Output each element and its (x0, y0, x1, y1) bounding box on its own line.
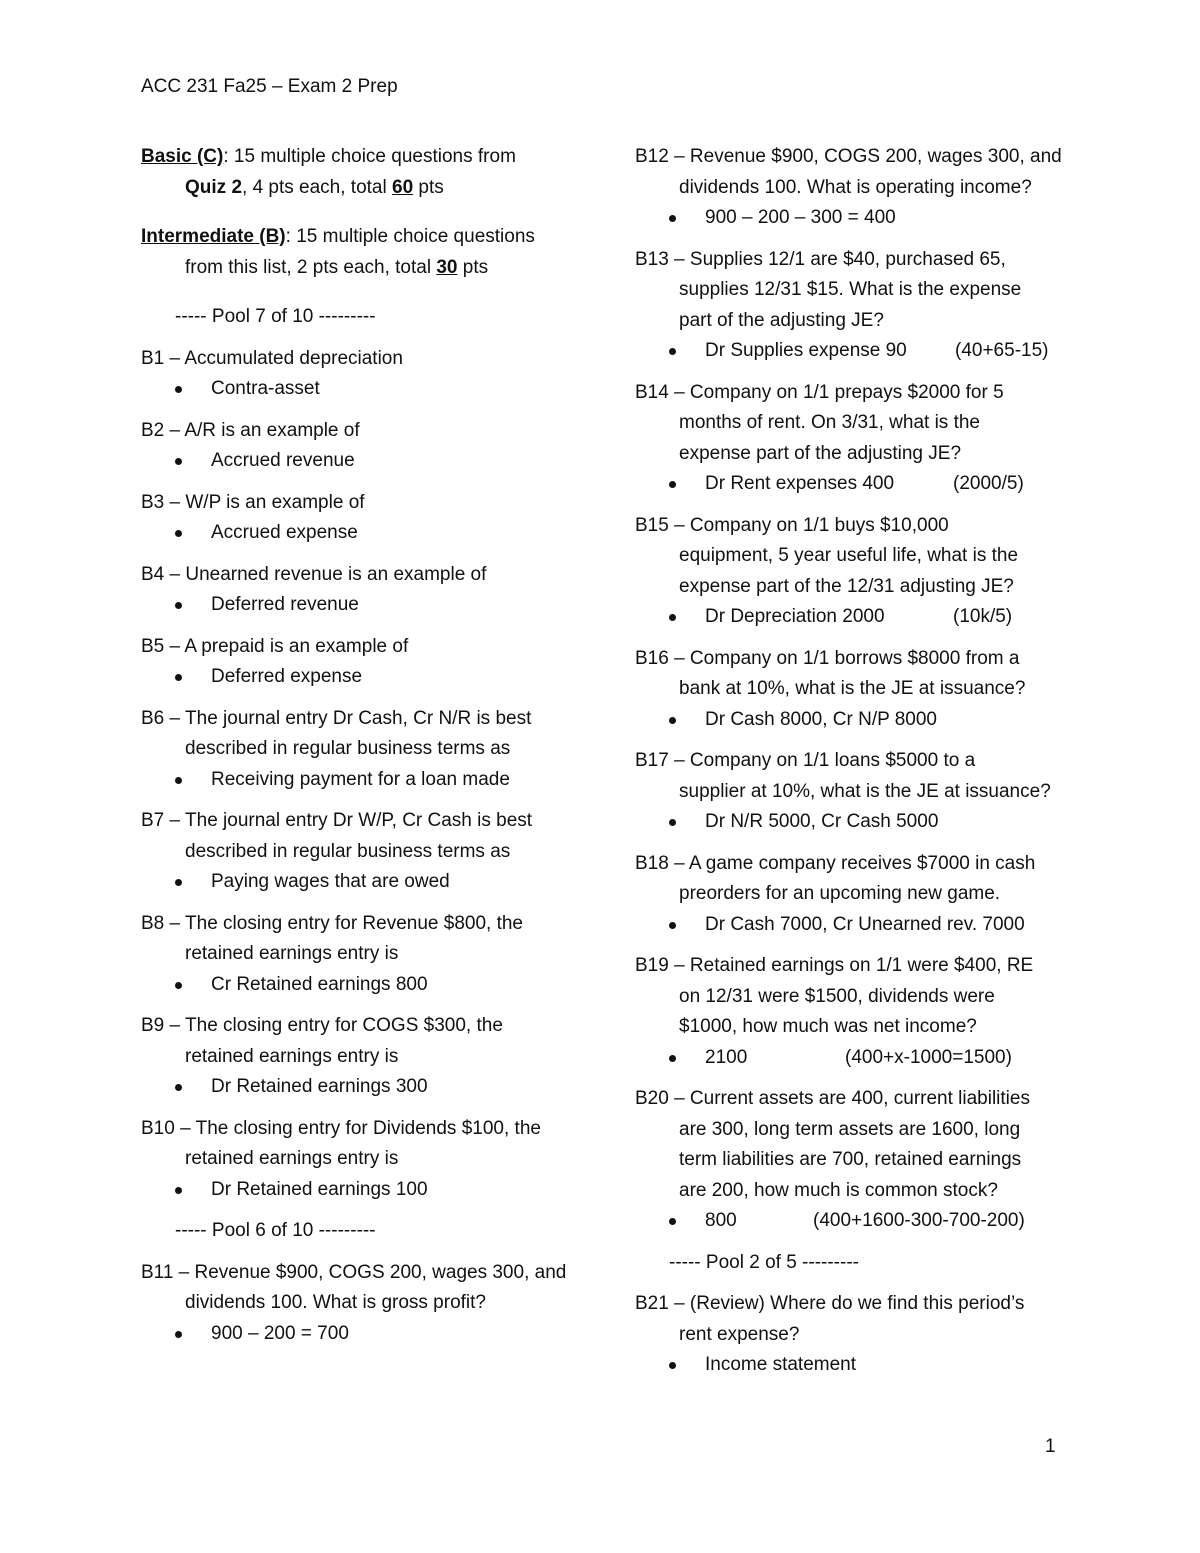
question-b9 (141, 1011, 581, 1103)
question-text: B6 – The journal entry Dr Cash, Cr N/R is best (141, 707, 532, 729)
basic-pts: pts (413, 176, 444, 198)
question-text: B21 – (Review) Where do we find this period’s (635, 1293, 1025, 1314)
answer-bullet (635, 1043, 1075, 1074)
question-text: B18 – A game company receives $7000 in cash (635, 852, 1036, 874)
answer-bullet (635, 602, 1075, 633)
question-text-cont: months of rent. On 3/31, what is the (679, 412, 980, 433)
question-text-cont: on 12/31 were $1500, dividends were (679, 985, 995, 1007)
answer-text: Dr Depreciation 2000 (705, 606, 885, 627)
question-text-cont: equipment, 5 year useful life, what is the (679, 545, 1019, 566)
question-b3 (141, 488, 581, 549)
question-text-cont: described in regular business terms as (185, 840, 511, 862)
question-text: B3 – W/P is an example of (141, 491, 365, 513)
answer-bullet (141, 518, 581, 549)
question-text-cont: part of the adjusting JE? (679, 309, 884, 331)
answer-bullet (141, 590, 581, 621)
basic-quiz: Quiz 2 (185, 176, 243, 198)
answer-text: Dr Cash 7000, Cr Unearned rev. 7000 (705, 913, 1025, 935)
question-b13 (635, 245, 1075, 367)
answer-bullet (635, 910, 1075, 941)
answer-calculation: (400+x-1000=1500) (845, 1046, 1012, 1068)
pool-heading: ----- Pool 7 of 10 --------- (175, 306, 376, 327)
question-text-cont: expense part of the 12/31 adjusting JE? (679, 575, 1014, 597)
question-text-cont: retained earnings entry is (185, 1045, 399, 1067)
answer-text: Contra-asset (211, 378, 320, 399)
question-b7 (141, 806, 581, 898)
answer-bullet (635, 203, 1075, 234)
right-column (635, 142, 1075, 1392)
question-text: B1 – Accumulated depreciation (141, 347, 403, 369)
question-text-cont: term liabilities are 700, retained earnings (679, 1149, 1022, 1170)
question-b12 (635, 142, 1075, 234)
question-text: B14 – Company on 1/1 prepays $2000 for 5 (635, 381, 1004, 403)
answer-calculation: (40+65-15) (955, 340, 1049, 361)
answer-text: Dr Cash 8000, Cr N/P 8000 (705, 708, 937, 730)
answer-bullet (141, 662, 581, 693)
question-text-cont: bank at 10%, what is the JE at issuance? (679, 678, 1026, 699)
answer-calculation: (10k/5) (953, 606, 1013, 627)
answer-bullet (635, 705, 1075, 736)
question-text-cont: dividends 100. What is gross profit? (185, 1292, 486, 1313)
answer-bullet (141, 765, 581, 796)
intermediate-text: : 15 multiple choice questions (285, 226, 535, 247)
question-text: B20 – Current assets are 400, current liabilities (635, 1088, 1030, 1109)
question-text-cont: dividends 100. What is operating income? (679, 176, 1032, 198)
question-b8 (141, 909, 581, 1001)
intermediate-pts: pts (457, 256, 489, 278)
question-b1 (141, 344, 581, 405)
answer-text: Accrued expense (211, 522, 358, 543)
question-text-cont: are 300, long term assets are 1600, long (679, 1118, 1021, 1140)
question-b10 (141, 1114, 581, 1206)
intermediate-cont: from this list, 2 pts each, total (185, 256, 437, 278)
answer-text: 900 – 200 = 700 (211, 1322, 349, 1344)
left-column (141, 142, 581, 1360)
answer-text: Receiving payment for a loan made (211, 768, 510, 790)
question-text: B12 – Revenue $900, COGS 200, wages 300, and (635, 146, 1062, 167)
answer-text: Dr Retained earnings 100 (211, 1178, 428, 1200)
answer-bullet (635, 1206, 1075, 1237)
answer-calculation: (2000/5) (953, 473, 1024, 494)
question-b14 (635, 378, 1075, 500)
basic-label: Basic (C) (141, 146, 224, 167)
question-text-cont: expense part of the adjusting JE? (679, 442, 962, 464)
answer-text: 900 – 200 – 300 = 400 (705, 207, 896, 228)
question-b6 (141, 704, 581, 796)
question-text-cont: retained earnings entry is (185, 1148, 399, 1169)
answer-text: 2100 (705, 1046, 748, 1068)
question-b15 (635, 511, 1075, 633)
question-text: B11 – Revenue $900, COGS 200, wages 300, and (141, 1261, 567, 1283)
question-text-cont: supplier at 10%, what is the JE at issuance? (679, 780, 1051, 802)
answer-bullet (141, 867, 581, 898)
question-text: B17 – Company on 1/1 loans $5000 to a (635, 750, 976, 771)
question-b2 (141, 416, 581, 477)
question-text-cont: supplies 12/31 $15. What is the expense (679, 279, 1022, 300)
question-b21 (635, 1289, 1075, 1381)
basic-total: 60 (392, 176, 414, 198)
pool-heading: ----- Pool 2 of 5 --------- (669, 1251, 859, 1273)
answer-bullet (141, 1072, 581, 1103)
answer-bullet (635, 1350, 1075, 1381)
answer-text: Income statement (705, 1354, 857, 1375)
question-text-cont: described in regular business terms as (185, 738, 511, 759)
question-text: B8 – The closing entry for Revenue $800, the (141, 912, 524, 934)
intermediate-label: Intermediate (B) (141, 226, 286, 247)
answer-bullet (635, 336, 1075, 367)
question-b20 (635, 1084, 1075, 1237)
answer-text: Deferred revenue (211, 594, 359, 615)
question-text: B7 – The journal entry Dr W/P, Cr Cash is best (141, 810, 533, 831)
intro-intermediate (141, 222, 581, 283)
basic-cont: , 4 pts each, total (242, 176, 392, 198)
question-text-cont: are 200, how much is common stock? (679, 1179, 998, 1201)
answer-text: 800 (705, 1210, 737, 1231)
answer-bullet (141, 446, 581, 477)
answer-text: Dr Supplies expense 90 (705, 340, 907, 361)
document-title: ACC 231 Fa25 – Exam 2 Prep (141, 76, 398, 97)
answer-calculation: (400+1600-300-700-200) (813, 1210, 1025, 1231)
question-b4 (141, 560, 581, 621)
question-text: B16 – Company on 1/1 borrows $8000 from a (635, 647, 1020, 669)
question-text: B4 – Unearned revenue is an example of (141, 563, 487, 585)
page-number: 1 (1045, 1436, 1056, 1457)
question-text-cont: rent expense? (679, 1323, 800, 1345)
question-b18 (635, 849, 1075, 941)
answer-text: Dr N/R 5000, Cr Cash 5000 (705, 811, 939, 832)
question-text-cont: preorders for an upcoming new game. (679, 883, 1001, 904)
answer-bullet (141, 1175, 581, 1206)
question-b19 (635, 951, 1075, 1073)
answer-text: Accrued revenue (211, 450, 355, 471)
basic-text: : 15 multiple choice questions from (223, 146, 516, 167)
question-text: B13 – Supplies 12/1 are $40, purchased 65, (635, 248, 1006, 270)
answer-text: Paying wages that are owed (211, 871, 450, 892)
intermediate-total: 30 (436, 256, 458, 278)
question-text: B10 – The closing entry for Dividends $100, the (141, 1117, 541, 1139)
question-text: B5 – A prepaid is an example of (141, 635, 409, 657)
answer-bullet (141, 970, 581, 1001)
question-text-cont: retained earnings entry is (185, 943, 399, 964)
question-text: B9 – The closing entry for COGS $300, the (141, 1015, 503, 1036)
answer-bullet (635, 807, 1075, 838)
answer-bullet (141, 374, 581, 405)
question-b17 (635, 746, 1075, 838)
intro-basic (141, 142, 581, 203)
answer-text: Deferred expense (211, 666, 363, 687)
question-b16 (635, 644, 1075, 736)
answer-text: Dr Retained earnings 300 (211, 1076, 428, 1097)
question-text: B19 – Retained earnings on 1/1 were $400, RE (635, 955, 1034, 976)
question-text: B2 – A/R is an example of (141, 419, 360, 441)
question-text-cont: $1000, how much was net income? (679, 1016, 977, 1037)
pool-heading: ----- Pool 6 of 10 --------- (175, 1220, 376, 1241)
answer-bullet (141, 1319, 581, 1350)
answer-bullet (635, 469, 1075, 500)
answer-text: Dr Rent expenses 400 (705, 473, 895, 494)
question-b5 (141, 632, 581, 693)
answer-text: Cr Retained earnings 800 (211, 973, 428, 995)
question-text: B15 – Company on 1/1 buys $10,000 (635, 514, 949, 536)
question-b11 (141, 1258, 581, 1350)
